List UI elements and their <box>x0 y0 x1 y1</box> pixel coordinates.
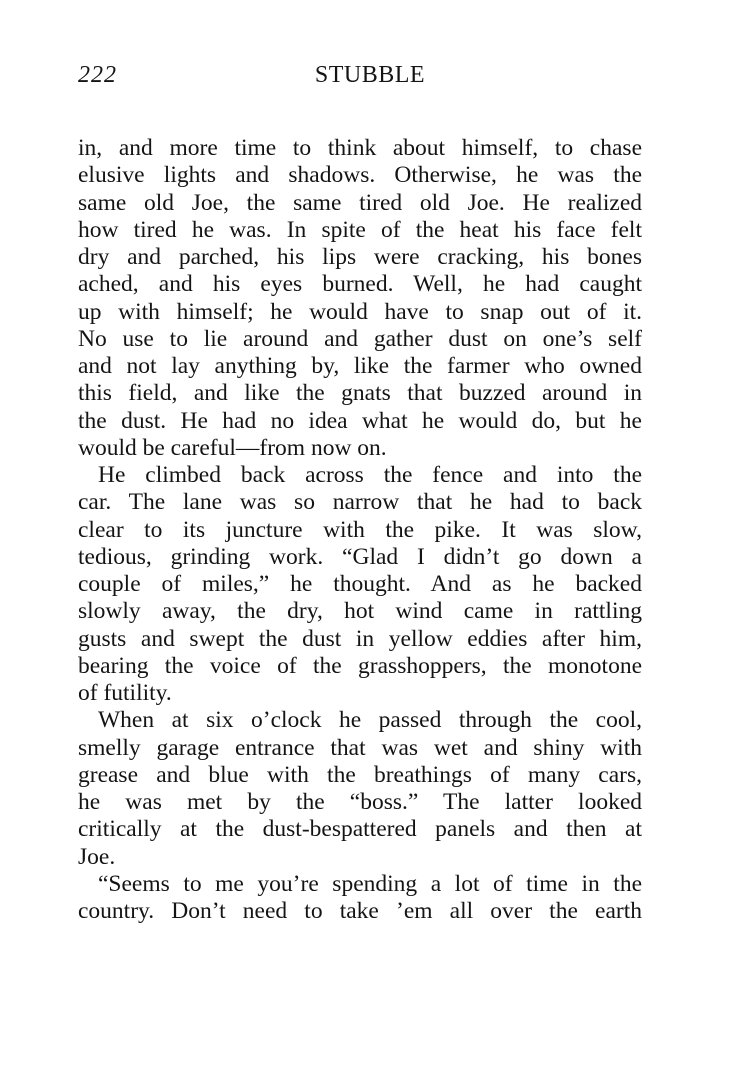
text-line: same old Joe, the same tired old Joe. He realized <box>78 189 642 216</box>
text-line: bearing the voice of the grasshoppers, the monotone <box>78 652 642 679</box>
text-line: “Seems to me you’re spending a lot of time in the <box>98 870 642 897</box>
text-line: When at six o’clock he passed through the cool, <box>98 707 642 734</box>
text-line: gusts and swept the dust in yellow eddies after him, <box>78 625 642 652</box>
body-text <box>78 135 642 925</box>
text-line: country. Don’t need to take ’em all over the earth <box>78 898 642 924</box>
text-line: the dust. He had no idea what he would do, but he <box>78 407 642 434</box>
text-line: he was met by the “boss.” The latter looked <box>78 789 642 815</box>
text-line: critically at the dust-bespattered panels and then at <box>78 816 642 843</box>
text-line: car. The lane was so narrow that he had to back <box>78 489 642 516</box>
text-line: how tired he was. In spite of the heat his face felt <box>78 216 642 243</box>
text-line: up with himself; he would have to snap out of it. <box>78 298 642 325</box>
text-line: grease and blue with the breathings of many cars, <box>78 761 642 788</box>
text-line: smelly garage entrance that was wet and shiny with <box>78 734 642 761</box>
text-line: tedious, grinding work. “Glad I didn’t go down a <box>78 543 642 570</box>
text-line: slowly away, the dry, hot wind came in rattling <box>78 598 642 625</box>
text-line: would be careful—from now on. <box>78 434 387 461</box>
running-title: STUBBLE <box>314 62 426 88</box>
text-line: He climbed back across the fence and into the <box>98 462 642 488</box>
text-line: ached, and his eyes burned. Well, he had caught <box>78 271 642 298</box>
text-line: of futility. <box>78 680 172 706</box>
text-line: and not lay anything by, like the farmer who owned <box>78 353 642 379</box>
text-line: in, and more time to think about himself, to chase <box>78 135 642 161</box>
text-line: couple of miles,” he thought. And as he backed <box>78 571 642 597</box>
text-line: clear to its juncture with the pike. It was slow, <box>78 516 642 543</box>
text-line: elusive lights and shadows. Otherwise, he was the <box>78 162 642 189</box>
text-line: dry and parched, his lips were cracking, his bones <box>78 244 642 270</box>
text-line: this field, and like the gnats that buzzed around in <box>78 380 642 407</box>
text-line: Joe. <box>78 843 116 870</box>
page-number: 222 <box>78 62 117 88</box>
text-line: No use to lie around and gather dust on one’s self <box>78 325 642 352</box>
